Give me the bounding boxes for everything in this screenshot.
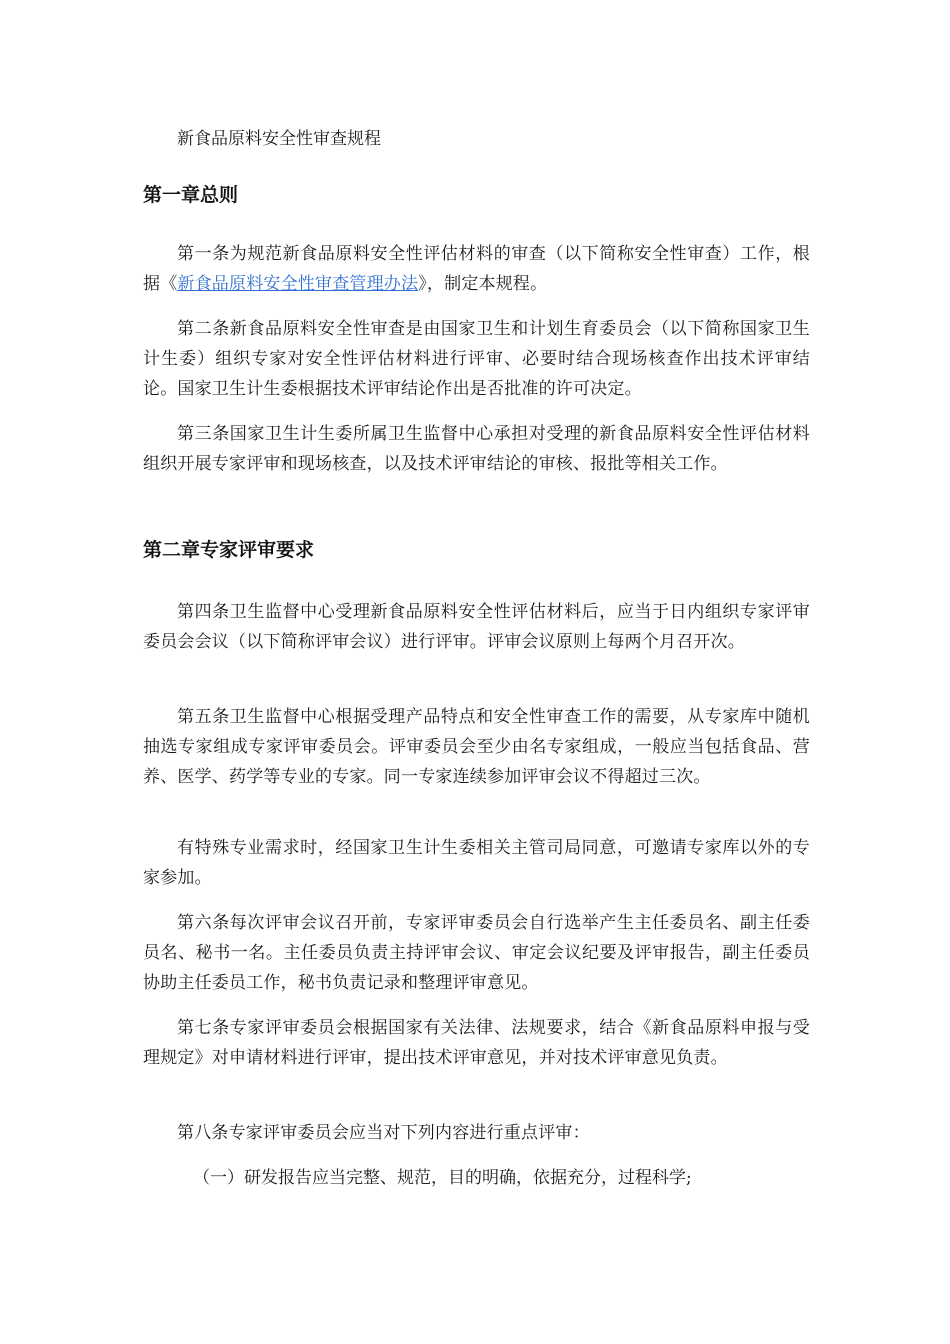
regulation-link[interactable]: 新食品原料安全性审查管理办法 [177,274,419,294]
document-title: 新食品原料安全性审查规程 [177,129,381,149]
article-5: 第五条卫生监督中心根据受理产品特点和安全性审查工作的需要，从专家库中随机抽选专家组成专家评审委员会。评审委员会至少由名专家组成，一般应当包括食品、营养、医学、药学等专业的专家。同一专家连续参加评审会议不得超过三次。 [143,707,810,787]
article-3: 第三条国家卫生计生委所属卫生监督中心承担对受理的新食品原料安全性评估材料组织开展专家评审和现场核查，以及技术评审结论的审核、报批等相关工作。 [143,424,810,474]
chapter-heading-2: 第二章专家评审要求 [143,539,315,561]
article-5-supplement: 有特殊专业需求时，经国家卫生计生委相关主管司局同意，可邀请专家库以外的专家参加。 [143,838,810,888]
chapter-heading-1: 第一章总则 [143,184,239,206]
list-item: （一）研发报告应当完整、规范，目的明确，依据充分，过程科学; [193,1168,692,1188]
article-6: 第六条每次评审会议召开前，专家评审委员会自行选举产生主任委员名、副主任委员名、秘书一名。主任委员负责主持评审会议、审定会议纪要及评审报告，副主任委员协助主任委员工作，秘书负责记录和整理评审意见。 [143,913,810,993]
article-4: 第四条卫生监督中心受理新食品原料安全性评估材料后，应当于日内组织专家评审委员会会议（以下简称评审会议）进行评审。评审会议原则上每两个月召开次。 [143,602,810,652]
article-1 [143,239,810,299]
article-2: 第二条新食品原料安全性审查是由国家卫生和计划生育委员会（以下简称国家卫生计生委）组织专家对安全性评估材料进行评审、必要时结合现场核查作出技术评审结论。国家卫生计生委根据技术评审结论作出是否批准的许可决定。 [143,319,810,399]
article-7: 第七条专家评审委员会根据国家有关法律、法规要求，结合《新食品原料申报与受理规定》对申请材料进行评审，提出技术评审意见，并对技术评审意见负责。 [143,1018,810,1068]
article-8: 第八条专家评审委员会应当对下列内容进行重点评审： [177,1123,590,1143]
article-1-text-start: 第一条为规范新食品原料安全性评估材料的审查（以下简称安全性审查）工作，根据《 [143,244,810,294]
article-1-text-end: 》，制定本规程。 [418,274,548,294]
